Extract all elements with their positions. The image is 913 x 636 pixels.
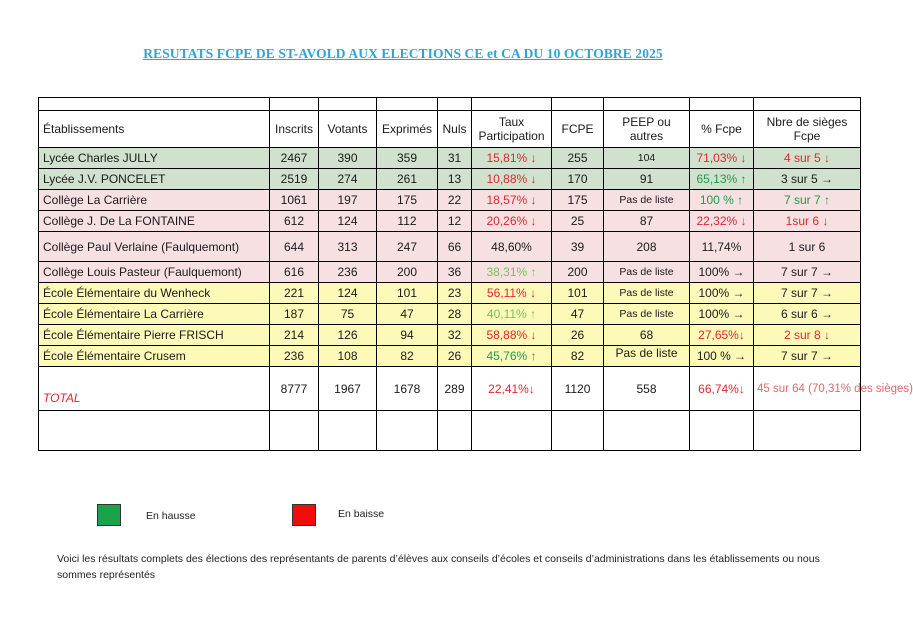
cell-votants: 75: [319, 304, 377, 325]
cell-taux: 22,41%↓: [472, 367, 552, 411]
table-header-row: [39, 111, 861, 148]
col-header-sieges: Nbre de sièges Fcpe: [754, 111, 861, 148]
cell-exprimes: 247: [377, 232, 438, 262]
cell-pct-fcpe: 66,74%↓: [690, 367, 754, 411]
cell-fcpe: 82: [552, 346, 604, 367]
table-row: [39, 262, 861, 283]
cell-votants: 108: [319, 346, 377, 367]
cell-taux: 10,88% ↓: [472, 169, 552, 190]
cell-inscrits: 187: [270, 304, 319, 325]
cell-sieges: 7 sur 7 ↑: [754, 190, 861, 211]
table-row: [39, 325, 861, 346]
cell-peep: Pas de liste: [604, 304, 690, 325]
cell-sieges: 7 sur 7 →: [754, 283, 861, 304]
col-header-peep: PEEP ou autres: [604, 111, 690, 148]
cell-inscrits: 214: [270, 325, 319, 346]
cell-fcpe: 170: [552, 169, 604, 190]
cell-sieges: 3 sur 5 →: [754, 169, 861, 190]
table-row: [39, 190, 861, 211]
cell-inscrits: 612: [270, 211, 319, 232]
cell-sieges: 7 sur 7 →: [754, 262, 861, 283]
table-row: [39, 148, 861, 169]
cell-nuls: 13: [438, 169, 472, 190]
cell-pct-fcpe: 100 % →: [690, 346, 754, 367]
cell-exprimes: 200: [377, 262, 438, 283]
cell-fcpe: 175: [552, 190, 604, 211]
cell-votants: 124: [319, 211, 377, 232]
table-empty-row: [39, 411, 861, 451]
col-header-etablissements: Établissements: [39, 111, 270, 148]
col-header-taux: Taux Participation: [472, 111, 552, 148]
cell-inscrits: 1061: [270, 190, 319, 211]
cell-votants: 313: [319, 232, 377, 262]
table-row: [39, 283, 861, 304]
cell-votants: 236: [319, 262, 377, 283]
cell-taux: 48,60%: [472, 232, 552, 262]
table-row: [39, 169, 861, 190]
legend-down-label: En baisse: [338, 508, 385, 520]
total-row: [39, 367, 861, 411]
cell-peep: 87: [604, 211, 690, 232]
table-row: [39, 211, 861, 232]
cell-votants: 1967: [319, 367, 377, 411]
cell-peep: Pas de liste: [604, 283, 690, 304]
cell-fcpe: 255: [552, 148, 604, 169]
cell-sieges: 45 sur 64 (70,31% des sièges): [754, 367, 861, 411]
cell-pct-fcpe: 100% →: [690, 283, 754, 304]
cell-votants: 197: [319, 190, 377, 211]
table-row: [39, 346, 861, 367]
legend-red-swatch: [292, 504, 316, 526]
cell-fcpe: 25: [552, 211, 604, 232]
cell-sieges: 7 sur 7 →: [754, 346, 861, 367]
cell-peep: 558: [604, 367, 690, 411]
cell-pct-fcpe: 65,13% ↑: [690, 169, 754, 190]
cell-peep: 104: [604, 148, 690, 169]
table-row: [39, 232, 861, 262]
cell-nuls: 23: [438, 283, 472, 304]
cell-votants: 126: [319, 325, 377, 346]
cell-peep: Pas de liste: [604, 346, 690, 367]
cell-nuls: 12: [438, 211, 472, 232]
cell-pct-fcpe: 22,32% ↓: [690, 211, 754, 232]
results-table: [38, 97, 913, 451]
cell-nuls: 31: [438, 148, 472, 169]
cell-name: Lycée Charles JULLY: [39, 148, 270, 169]
cell-taux: 58,88% ↓: [472, 325, 552, 346]
cell-inscrits: 2519: [270, 169, 319, 190]
cell-name: École Élémentaire La Carrière: [39, 304, 270, 325]
col-header-exprimes: Exprimés: [377, 111, 438, 148]
cell-taux: 40,11% ↑: [472, 304, 552, 325]
cell-exprimes: 82: [377, 346, 438, 367]
cell-taux: 38,31% ↑: [472, 262, 552, 283]
cell-inscrits: 236: [270, 346, 319, 367]
cell-nuls: 26: [438, 346, 472, 367]
cell-taux: 18,57% ↓: [472, 190, 552, 211]
col-header-pct-fcpe: % Fcpe: [690, 111, 754, 148]
col-header-nuls: Nuls: [438, 111, 472, 148]
cell-fcpe: 200: [552, 262, 604, 283]
cell-fcpe: 47: [552, 304, 604, 325]
cell-exprimes: 175: [377, 190, 438, 211]
cell-name: École Élémentaire Pierre FRISCH: [39, 325, 270, 346]
cell-peep: Pas de liste: [604, 190, 690, 211]
cell-exprimes: 1678: [377, 367, 438, 411]
cell-name: École Élémentaire Crusem: [39, 346, 270, 367]
total-label: TOTAL: [43, 390, 81, 405]
cell-inscrits: 616: [270, 262, 319, 283]
cell-name: Collège J. De La FONTAINE: [39, 211, 270, 232]
cell-nuls: 66: [438, 232, 472, 262]
cell-fcpe: 26: [552, 325, 604, 346]
cell-nuls: 289: [438, 367, 472, 411]
table-spacer-row: [39, 98, 861, 111]
cell-total-label: [39, 367, 270, 411]
col-header-inscrits: Inscrits: [270, 111, 319, 148]
table-row: [39, 304, 861, 325]
cell-exprimes: 261: [377, 169, 438, 190]
cell-name: École Élémentaire du Wenheck: [39, 283, 270, 304]
cell-name: Collège La Carrière: [39, 190, 270, 211]
cell-nuls: 28: [438, 304, 472, 325]
cell-nuls: 32: [438, 325, 472, 346]
cell-name: Lycée J.V. PONCELET: [39, 169, 270, 190]
cell-peep: 208: [604, 232, 690, 262]
cell-sieges: 4 sur 5 ↓: [754, 148, 861, 169]
col-header-fcpe: FCPE: [552, 111, 604, 148]
cell-nuls: 22: [438, 190, 472, 211]
footer-note: Voici les résultats complets des élections des représentants de parents d’élèves aux conseils d’écoles et conseils d’administrations dans les établissements ou nous sommes représentés: [57, 553, 820, 581]
cell-pct-fcpe: 100% →: [690, 304, 754, 325]
cell-peep: 91: [604, 169, 690, 190]
cell-sieges: 6 sur 6 →: [754, 304, 861, 325]
cell-votants: 390: [319, 148, 377, 169]
cell-sieges: 1sur 6 ↓: [754, 211, 861, 232]
legend-up-label: En hausse: [146, 510, 196, 522]
cell-exprimes: 94: [377, 325, 438, 346]
cell-fcpe: 1120: [552, 367, 604, 411]
cell-inscrits: 8777: [270, 367, 319, 411]
cell-taux: 15,81% ↓: [472, 148, 552, 169]
cell-votants: 274: [319, 169, 377, 190]
cell-inscrits: 221: [270, 283, 319, 304]
page-title: RESUTATS FCPE DE ST-AVOLD AUX ELECTIONS CE et CA DU 10 OCTOBRE 2025: [143, 46, 663, 61]
cell-pct-fcpe: 27,65%↓: [690, 325, 754, 346]
cell-exprimes: 101: [377, 283, 438, 304]
legend-green-swatch: [97, 504, 121, 526]
cell-pct-fcpe: 11,74%: [690, 232, 754, 262]
cell-pct-fcpe: 71,03% ↓: [690, 148, 754, 169]
cell-exprimes: 47: [377, 304, 438, 325]
cell-taux: 45,76% ↑: [472, 346, 552, 367]
cell-sieges: 1 sur 6: [754, 232, 861, 262]
cell-fcpe: 39: [552, 232, 604, 262]
cell-sieges: 2 sur 8 ↓: [754, 325, 861, 346]
cell-name: Collège Louis Pasteur (Faulquemont): [39, 262, 270, 283]
col-header-votants: Votants: [319, 111, 377, 148]
cell-pct-fcpe: 100 % ↑: [690, 190, 754, 211]
cell-pct-fcpe: 100% →: [690, 262, 754, 283]
cell-exprimes: 359: [377, 148, 438, 169]
cell-nuls: 36: [438, 262, 472, 283]
cell-name: Collège Paul Verlaine (Faulquemont): [39, 232, 270, 262]
cell-inscrits: 2467: [270, 148, 319, 169]
cell-fcpe: 101: [552, 283, 604, 304]
cell-peep: Pas de liste: [604, 262, 690, 283]
cell-exprimes: 112: [377, 211, 438, 232]
cell-inscrits: 644: [270, 232, 319, 262]
cell-taux: 56,11% ↓: [472, 283, 552, 304]
cell-taux: 20,26% ↓: [472, 211, 552, 232]
cell-peep: 68: [604, 325, 690, 346]
cell-votants: 124: [319, 283, 377, 304]
